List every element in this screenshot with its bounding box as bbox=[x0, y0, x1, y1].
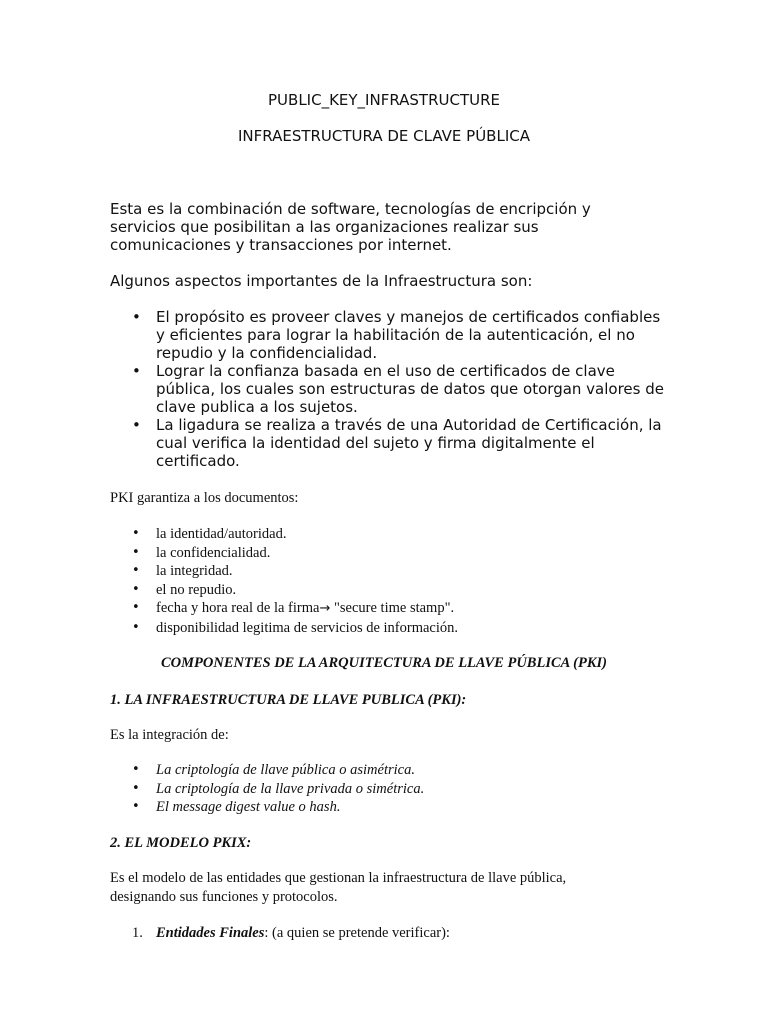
section2-heading: 2. EL MODELO PKIX: bbox=[110, 835, 252, 851]
time-suffix: "secure time stamp". bbox=[330, 600, 455, 616]
time-prefix: fecha y hora real de la firma bbox=[156, 600, 320, 616]
list-item: • la confidencialidad. bbox=[110, 544, 650, 563]
section1-list bbox=[110, 761, 650, 817]
list-item: • La ligadura se realiza a través de una Autoridad de Certificación, la cual verifica la identidad del sujeto y firma digitalmente el certificado. bbox=[110, 416, 670, 470]
aspects-intro: Algunos aspectos importantes de la Infraestructura son: bbox=[110, 272, 533, 290]
document-title: PUBLIC_KEY_INFRASTRUCTURE bbox=[268, 91, 500, 109]
pki-intro: PKI garantiza a los documentos: bbox=[110, 490, 299, 506]
guarantees-list bbox=[110, 525, 650, 637]
document-subtitle: INFRAESTRUCTURA DE CLAVE PÚBLICA bbox=[238, 127, 530, 145]
list-item bbox=[110, 924, 650, 943]
list-item: • la integridad. bbox=[110, 562, 650, 581]
components-heading: COMPONENTES DE LA ARQUITECTURA DE LLAVE PÚBLICA (PKI) bbox=[161, 655, 607, 671]
list-number: 1. bbox=[132, 925, 143, 941]
list-item: • el no repudio. bbox=[110, 581, 650, 600]
aspects-list bbox=[110, 308, 670, 470]
list-item: • la identidad/autoridad. bbox=[110, 525, 650, 544]
entities-description: : (a quien se pretende verificar): bbox=[264, 925, 450, 941]
intro-paragraph: Esta es la combinación de software, tecnologías de encripción y servicios que posibilitan a las organizaciones realizar sus comunicaciones y transacciones por internet. bbox=[110, 200, 591, 254]
list-item: • Lograr la confianza basada en el uso de certificados de clave pública, los cuales son estructuras de datos que otorgan valores de clave publica a los sujetos. bbox=[110, 362, 670, 416]
list-item: • La criptología de llave pública o asimétrica. bbox=[110, 761, 650, 780]
section1-heading: 1. LA INFRAESTRUCTURA DE LLAVE PUBLICA (PKI): bbox=[110, 692, 467, 708]
list-item: • El propósito es proveer claves y manejos de certificados confiables y eficientes para lograr la habilitación de la autenticación, el no repudio y la confidencialidad. bbox=[110, 308, 670, 362]
section1-intro: Es la integración de: bbox=[110, 727, 229, 743]
section2-intro: Es el modelo de las entidades que gestionan la infraestructura de llave pública, designando sus funciones y protocolos. bbox=[110, 870, 567, 905]
list-item: • El message digest value o hash. bbox=[110, 798, 650, 817]
list-item bbox=[110, 599, 650, 619]
list-item: • La criptología de la llave privada o simétrica. bbox=[110, 780, 650, 799]
entities-label: Entidades Finales bbox=[156, 925, 265, 941]
entities-list bbox=[110, 924, 650, 943]
arrow-right-icon: → bbox=[319, 601, 331, 616]
list-item: • disponibilidad legitima de servicios de información. bbox=[110, 619, 650, 638]
